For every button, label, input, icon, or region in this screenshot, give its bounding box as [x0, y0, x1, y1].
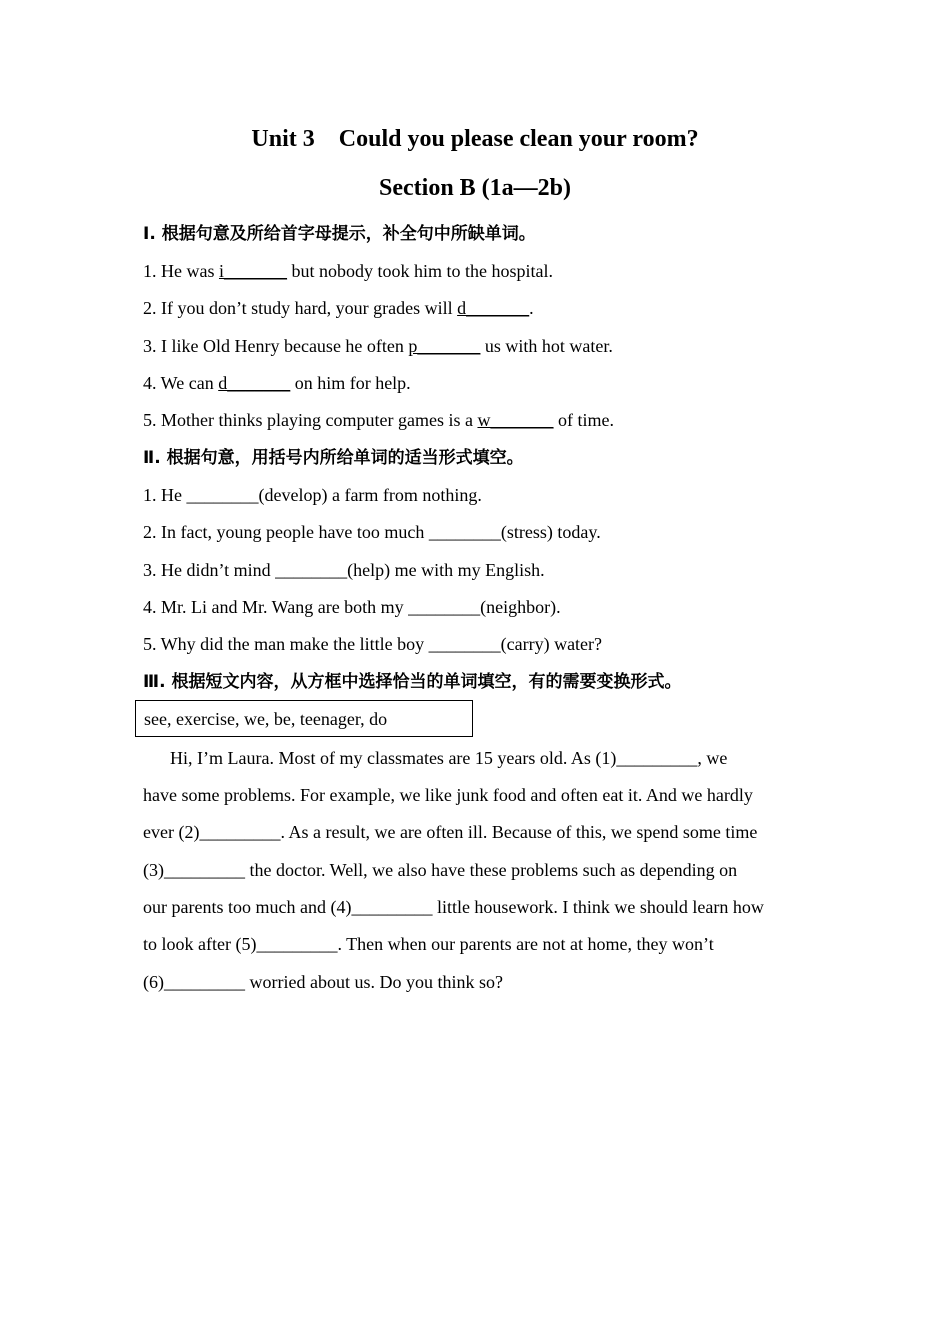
passage-line-4: (3)_________ the doctor. Well, we also have these problems such as depending on [143, 860, 738, 880]
part2-item-2: 2. In fact, young people have too much ________(stress) today. [143, 522, 601, 542]
part2-item-5: 5. Why did the man make the little boy ________(carry) water? [143, 634, 603, 654]
unit-title: Unit 3 Could you please clean your room? [251, 126, 699, 152]
part2-item-3: 3. He didn’t mind ________(help) me with my English. [143, 560, 545, 580]
passage-line-2: have some problems. For example, we like junk food and often eat it. And we hardly [143, 785, 753, 805]
part2-item-1: 1. He ________(develop) a farm from nothing. [143, 485, 482, 505]
part1-item-2: 2. If you don’t study hard, your grades will d_______. [143, 298, 534, 318]
hint-blank: d_______ [457, 298, 530, 318]
hint-blank: w_______ [477, 410, 554, 430]
part1-item-1: 1. He was i_______ but nobody took him to the hospital. [143, 261, 553, 281]
part3-heading: Ⅲ. 根据短文内容，从方框中选择恰当的单词填空，有的需要变换形式。 [143, 672, 682, 692]
passage-line-6: to look after (5)_________. Then when our parents are not at home, they won’t [143, 934, 714, 954]
part1-item-3: 3. I like Old Henry because he often p_______ us with hot water. [143, 336, 613, 356]
word-box [135, 700, 473, 737]
passage-line-1: Hi, I’m Laura. Most of my classmates are 15 years old. As (1)_________, we [143, 748, 728, 768]
hint-blank: d_______ [218, 373, 291, 393]
section-title: Section B (1a—2b) [379, 175, 571, 201]
part2-heading: Ⅱ. 根据句意，用括号内所给单词的适当形式填空。 [143, 448, 524, 468]
part1-item-4: 4. We can d_______ on him for help. [143, 373, 411, 393]
hint-blank: p_______ [408, 336, 481, 356]
passage-line-3: ever (2)_________. As a result, we are often ill. Because of this, we spend some time [143, 822, 758, 842]
word-box-text: see, exercise, we, be, teenager, do [144, 709, 388, 729]
part1-item-5: 5. Mother thinks playing computer games is a w_______ of time. [143, 410, 614, 430]
part1-heading: Ⅰ. 根据句意及所给首字母提示，补全句中所缺单词。 [143, 224, 536, 244]
passage-line-7: (6)_________ worried about us. Do you think so? [143, 972, 503, 992]
passage-line-5: our parents too much and (4)_________ little housework. I think we should learn how [143, 897, 764, 917]
hint-blank: i_______ [218, 261, 287, 281]
part2-item-4: 4. Mr. Li and Mr. Wang are both my ________(neighbor). [143, 597, 561, 617]
